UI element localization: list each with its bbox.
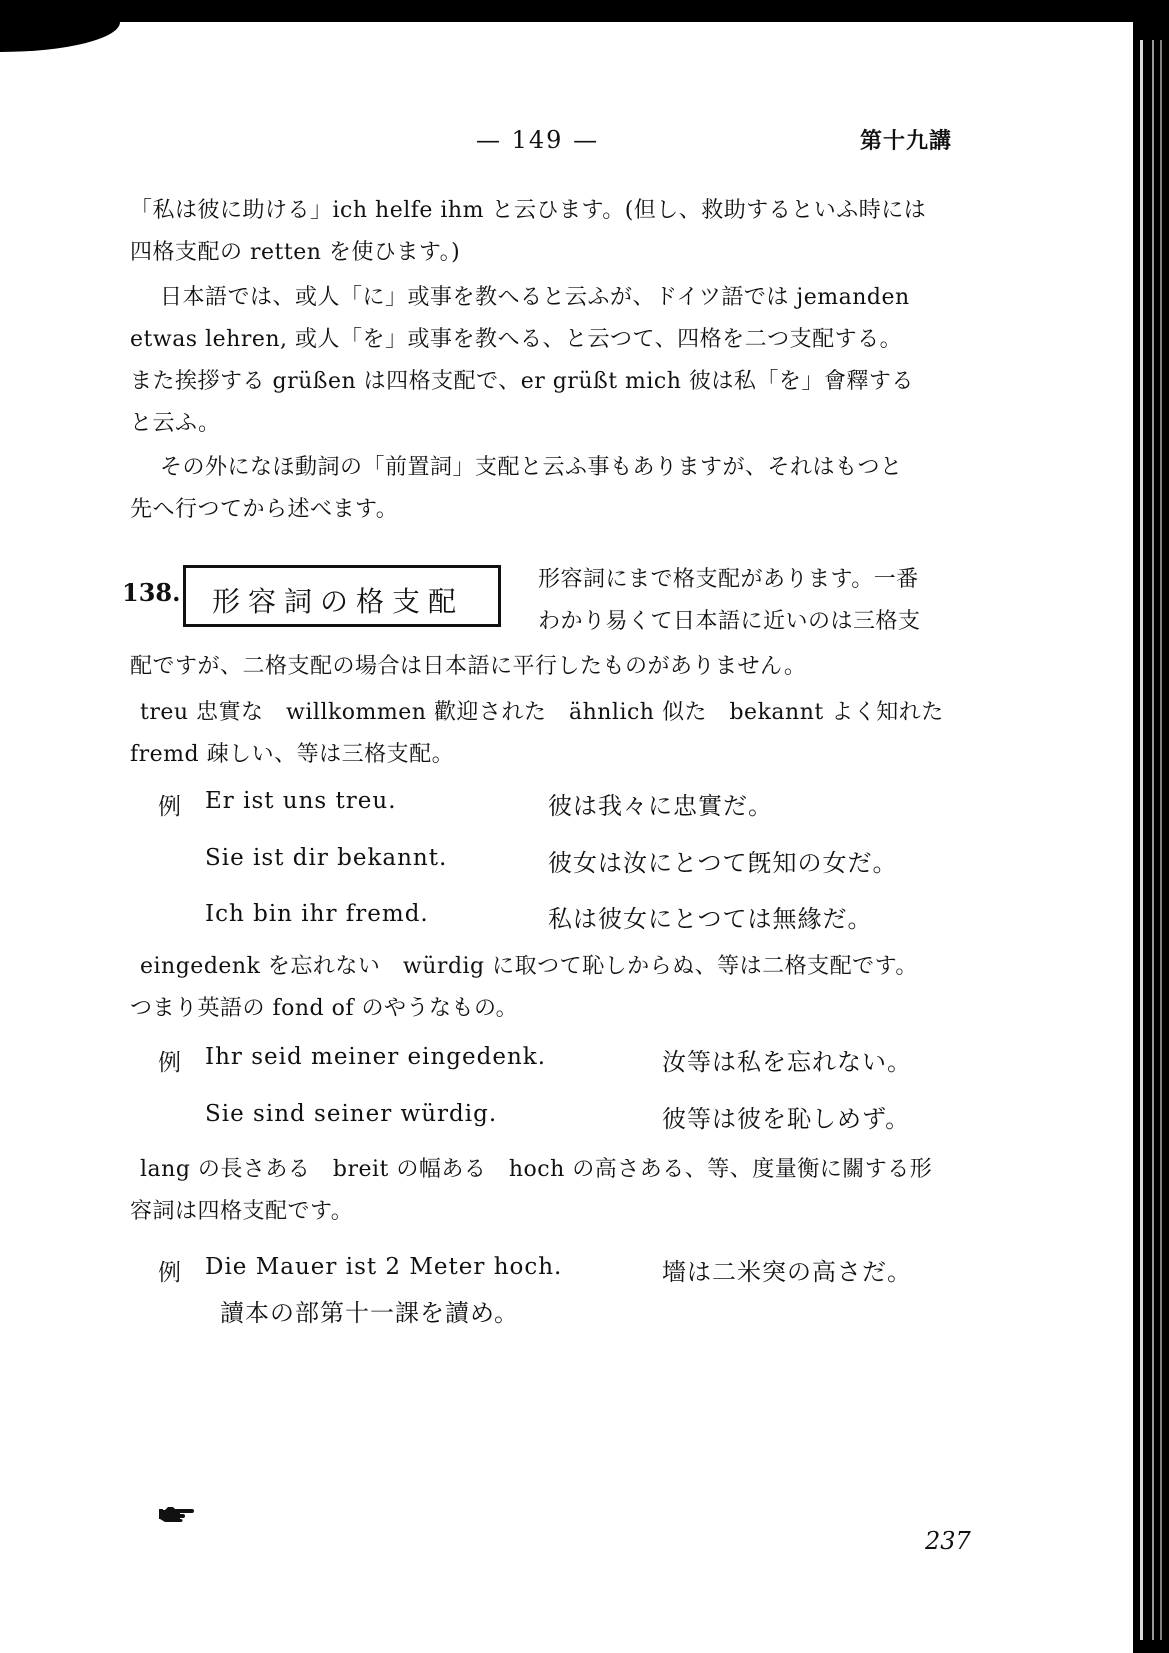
scan-edge-right (1133, 0, 1169, 1653)
dative-words-line: treu 忠實な willkommen 歡迎された ähnlich 似た bekannt よく知れた (140, 700, 944, 725)
example-label: 例 (158, 1260, 181, 1286)
section-title-box (183, 565, 501, 627)
chapter-title: 第十九講 (860, 128, 953, 154)
paragraph-line: etwas lehren, 或人「を」或事を教へる、と云つて、四格を二つ支配する。 (130, 327, 903, 352)
example-german: Er ist uns treu. (205, 788, 397, 814)
example-german: Ich bin ihr fremd. (205, 901, 429, 927)
genitive-words-line: つまり英語の fond of のやうなもの。 (130, 996, 519, 1021)
reading-note: 讀本の部第十一課を讀め。 (220, 1299, 520, 1327)
scan-edge-line (1160, 40, 1162, 1640)
page-number: — 149 — (476, 126, 600, 154)
example-japanese: 彼女は汝にとつて旣知の女だ。 (548, 849, 898, 877)
section-intro-line: 形容詞にまで格支配があります。一番 (538, 567, 919, 592)
folio-number: 237 (925, 1527, 971, 1555)
scan-edge-top (0, 0, 1169, 22)
example-japanese: 彼は我々に忠實だ。 (548, 792, 773, 820)
paragraph-line: 先へ行つてから述べます。 (130, 497, 399, 522)
pointing-hand-icon (159, 1504, 195, 1522)
genitive-words-line: eingedenk を忘れない würdig に取つて恥しからぬ、等は二格支配です。 (140, 954, 918, 979)
section-title: 形容詞の格支配 (212, 585, 465, 618)
paragraph-line: 四格支配の retten を使ひます。) (130, 240, 461, 265)
section-intro-line: わかり易くて日本語に近いのは三格支 (538, 609, 921, 634)
paragraph-line: また挨拶する grüßen は四格支配で、er grüßt mich 彼は私「を」會釋する (130, 369, 914, 394)
example-japanese: 私は彼女にとつては無緣だ。 (548, 905, 873, 933)
accusative-words-line: lang の長さある breit の幅ある hoch の高さある、等、度量衡に關する形 (140, 1157, 933, 1182)
scan-edge-line (1152, 40, 1154, 1640)
dative-words-line: fremd 疎しい、等は三格支配。 (130, 742, 455, 767)
scan-edge-corner (0, 22, 120, 52)
paragraph-line: 日本語では、或人「に」或事を教へると云ふが、ドイツ語では jemanden (160, 285, 910, 310)
example-german: Die Mauer ist 2 Meter hoch. (205, 1254, 563, 1280)
example-german: Sie sind seiner würdig. (205, 1101, 498, 1127)
example-label: 例 (158, 1050, 181, 1076)
example-japanese: 彼等は彼を恥しめず。 (662, 1105, 911, 1133)
section-intro-line: 配ですが、二格支配の場合は日本語に平行したものがありません。 (130, 654, 807, 679)
accusative-words-line: 容詞は四格支配です。 (130, 1199, 354, 1224)
section-number: 138. (122, 578, 181, 607)
paragraph-line: その外になほ動詞の「前置詞」支配と云ふ事もありますが、それはもつと (160, 455, 903, 480)
example-german: Ihr seid meiner eingedenk. (205, 1044, 547, 1070)
example-japanese: 墻は二米突の高さだ。 (662, 1258, 912, 1286)
scan-edge-line (1140, 40, 1143, 1640)
paragraph-line: と云ふ。 (130, 411, 221, 436)
example-japanese: 汝等は私を忘れない。 (662, 1048, 912, 1076)
paragraph-line: 「私は彼に助ける」ich helfe ihm と云ひます。(但し、救助するといふ時には (130, 198, 927, 223)
example-german: Sie ist dir bekannt. (205, 845, 448, 871)
example-label: 例 (158, 794, 181, 820)
